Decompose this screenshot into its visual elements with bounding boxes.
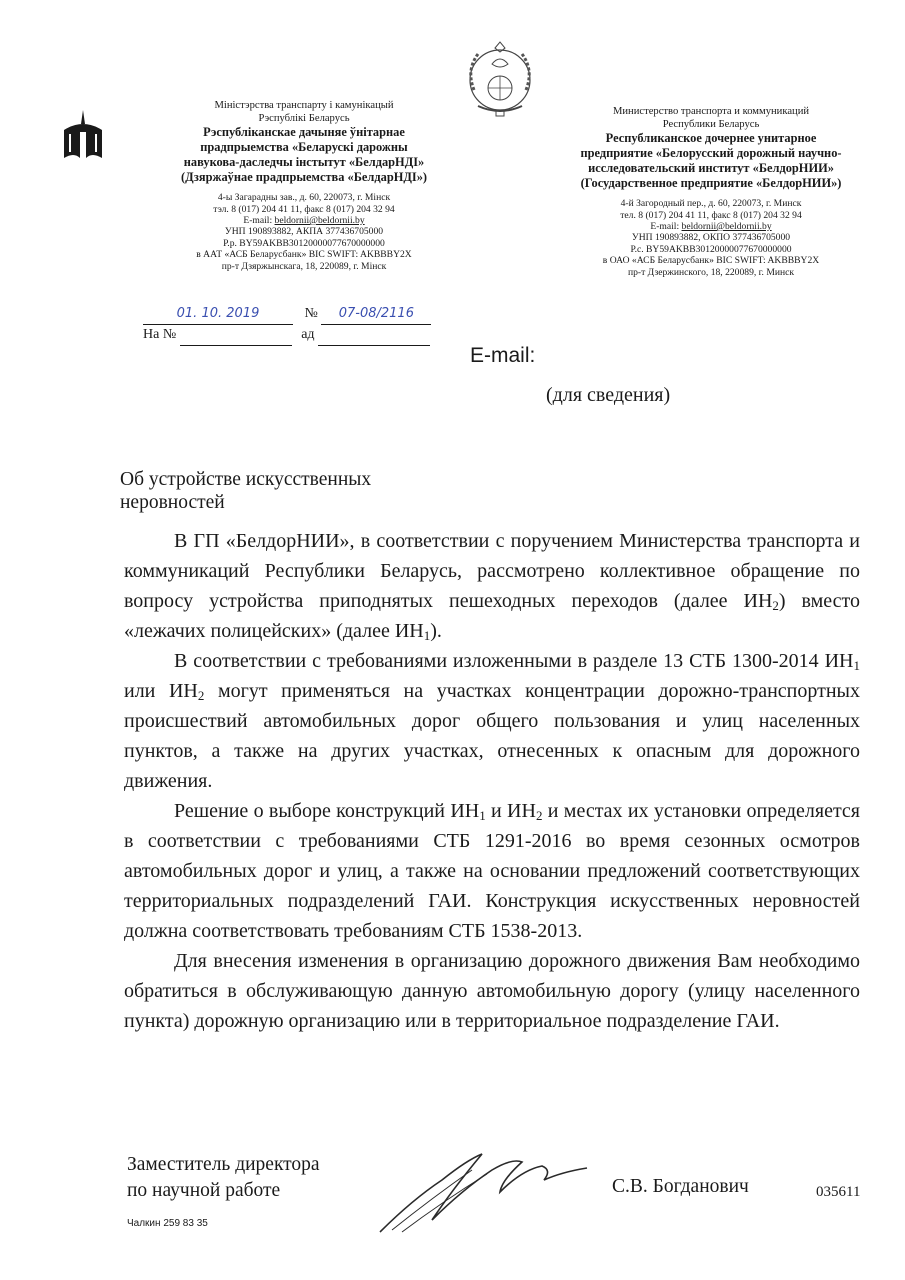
signer-name: С.В. Богданович bbox=[612, 1176, 749, 1197]
account: Р.с. BY59AKBB30120000077670000000 bbox=[630, 243, 792, 255]
letter-number: 07-08/2116 bbox=[321, 304, 431, 325]
bank-address: пр-т Дзержинского, 18, 220089, г. Минск bbox=[627, 266, 795, 278]
reference-row bbox=[143, 325, 463, 346]
na-label: На № bbox=[143, 327, 177, 342]
unp: УНП 190893882, ОКПО 377436705000 bbox=[631, 232, 791, 244]
signer-position bbox=[127, 1152, 320, 1204]
paragraph-1: В ГП «БелдорНИИ», в соответствии с поручением Министерства транспорта и коммуникаций Республики Беларусь, рассмотрено коллективное обращение по вопросу устройства приподнятых пешеходных переходов (далее $ИН_2$) вместо «лежачих полицейских» (далее $ИН_1$). bbox=[124, 530, 860, 643]
bank: в ААТ «АСБ Беларусбанк» BIC SWIFT: AKBBBY2X bbox=[196, 249, 412, 261]
account: Р.р. BY59AKBB30120000077670000000 bbox=[223, 237, 385, 249]
ministry-line-2: Рэспублікі Беларусь bbox=[258, 112, 350, 124]
email-link[interactable]: beldornii@beldornii.by bbox=[274, 215, 365, 226]
org-line-2: прадпрыемства «Беларускі дарожны bbox=[200, 140, 408, 155]
left-letterhead bbox=[128, 100, 480, 272]
org-line-3: навукова-даследчы інстытут «БелдарНДІ» bbox=[183, 155, 425, 170]
subject-line-2: неровностей bbox=[120, 492, 225, 513]
subject-line-1: Об устройстве искусственных bbox=[120, 469, 372, 490]
org-line-4: (Государственное предприятие «БелдорНИИ») bbox=[580, 176, 842, 191]
ad-label: ад bbox=[301, 327, 315, 342]
paragraph-2: В соответствии с требованиями изложенными в разделе 13 СТБ 1300-2014 $ИН_1$ или $ИН_2$ могут применяться на участках концентрации дорожно-транспортных происшествий автомобильных дорог общего пользования и улиц населенных пунктов, а также на других участках, отнесенных к опасным для дорожного движения. bbox=[124, 650, 860, 792]
position-line-1: Заместитель директора bbox=[127, 1154, 320, 1175]
email-line: E-mail: beldornii@beldornii.by bbox=[243, 215, 365, 226]
document-code: 035611 bbox=[816, 1184, 861, 1200]
org-line-4: (Дзяржаўнае прадпрыемства «БелдарНДІ») bbox=[180, 170, 428, 185]
for-info-label: (для сведения) bbox=[546, 384, 671, 406]
position-line-2: по научной работе bbox=[127, 1180, 281, 1201]
email-line: E-mail: beldornii@beldornii.by bbox=[650, 221, 772, 232]
unp: УНП 190893882, АКПА 377436705000 bbox=[224, 226, 384, 238]
ministry-line-2: Республики Беларусь bbox=[662, 118, 760, 130]
bank: в ОАО «АСБ Беларусбанк» BIC SWIFT: AKBBBY2X bbox=[602, 255, 820, 267]
right-letterhead bbox=[535, 106, 887, 278]
date-number-row bbox=[143, 304, 463, 325]
address: 4-й Загородный пер., д. 60, 220073, г. Минск bbox=[620, 198, 802, 210]
org-line-2: предприятие «Белорусский дорожный научно- bbox=[580, 146, 842, 161]
executor: Чалкин 259 83 35 bbox=[127, 1218, 208, 1229]
reference-number-line bbox=[180, 325, 292, 346]
letter-body bbox=[124, 526, 860, 1036]
email-link[interactable]: beldornii@beldornii.by bbox=[681, 221, 772, 232]
recipient-email-label: E-mail: bbox=[470, 344, 536, 367]
bank-address: пр-т Дзяржынскага, 18, 220089, г. Мінск bbox=[221, 260, 387, 272]
ministry-line-1: Міністэрства транспарту і камунікацый bbox=[214, 100, 394, 111]
phone: тэл. 8 (017) 204 41 11, факс 8 (017) 204 32 94 bbox=[213, 203, 395, 215]
subject bbox=[120, 468, 371, 514]
org-line-1: Республиканское дочернее унитарное bbox=[605, 131, 817, 146]
phone: тел. 8 (017) 204 41 11, факс 8 (017) 204 32 94 bbox=[620, 209, 802, 221]
reference-date-line bbox=[318, 325, 430, 346]
paragraph-4: Для внесения изменения в организацию дорожного движения Вам необходимо обратиться в обслуживающую данную автомобильную дорогу (улицу населенного пункта) дорожную организацию или в территориальное подразделение ГАИ. bbox=[124, 950, 860, 1032]
org-line-3: исследовательский институт «БелдорНИИ» bbox=[588, 161, 834, 176]
org-line-1: Рэспубліканскае дачыняе ўнітарнае bbox=[203, 125, 405, 140]
institute-logo bbox=[62, 108, 104, 160]
address: 4-ы Загарадны зав., д. 60, 220073, г. Мінск bbox=[217, 192, 391, 204]
handwritten-signature bbox=[372, 1140, 602, 1240]
letter-date: 01. 10. 2019 bbox=[143, 304, 293, 325]
number-label: № bbox=[304, 306, 318, 321]
registration-block bbox=[143, 304, 463, 346]
ministry-line-1: Министерство транспорта и коммуникаций bbox=[612, 106, 810, 117]
paragraph-3: Решение о выборе конструкций $ИН_1$ и $ИН_2$ и местах их установки определяется в соответствии с требованиями СТБ 1291-2016 во время сезонных осмотров автомобильных дорог и улиц, а также на основании предложений соответствующих территориальных подразделений ГАИ. Конструкция искусственных неровностей должна соответствовать требованиям СТБ 1538-2013. bbox=[124, 800, 861, 942]
